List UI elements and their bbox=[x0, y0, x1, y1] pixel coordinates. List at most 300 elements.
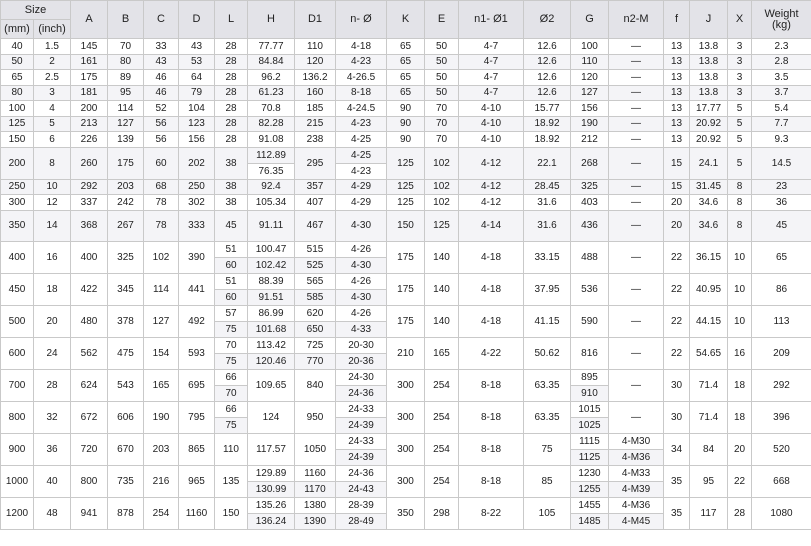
cell-bolt-n1: 4-14 bbox=[459, 210, 524, 241]
cell-dim-d1: 185 bbox=[295, 101, 336, 117]
cell-size-inch: 10 bbox=[34, 179, 71, 195]
cell-weight: 2.8 bbox=[752, 54, 811, 70]
cell-bolt-n: 20-36 bbox=[336, 353, 387, 369]
cell-bolt-n: 24-43 bbox=[336, 481, 387, 497]
cell-size-mm: 1200 bbox=[1, 497, 34, 529]
cell-dim-x: 10 bbox=[728, 305, 752, 337]
cell-dim-b: 70 bbox=[108, 39, 144, 55]
cell-size-mm: 150 bbox=[1, 132, 34, 148]
cell-dim-l: 150 bbox=[215, 497, 248, 529]
cell-size-inch: 12 bbox=[34, 195, 71, 211]
cell-dim-l: 28 bbox=[215, 116, 248, 132]
cell-dim-g: 156 bbox=[571, 101, 609, 117]
cell-bolt-n1: 8-18 bbox=[459, 369, 524, 401]
cell-bolt-n: 4-23 bbox=[336, 54, 387, 70]
cell-dim-c: 68 bbox=[144, 179, 179, 195]
cell-dim-h: 91.08 bbox=[248, 132, 295, 148]
cell-dim-j: 71.4 bbox=[690, 369, 728, 401]
col-header-j: J bbox=[690, 1, 728, 39]
cell-dim-j: 34.6 bbox=[690, 210, 728, 241]
cell-dim-l: 75 bbox=[215, 353, 248, 369]
cell-dim-c: 102 bbox=[144, 241, 179, 273]
cell-dim-d1: 1380 bbox=[295, 497, 336, 513]
cell-dim-c: 254 bbox=[144, 497, 179, 529]
cell-dim-d: 441 bbox=[179, 273, 215, 305]
cell-size-inch: 16 bbox=[34, 241, 71, 273]
cell-thread-n2m: — bbox=[609, 273, 664, 305]
cell-dim-g: 403 bbox=[571, 195, 609, 211]
cell-dim-a: 624 bbox=[71, 369, 108, 401]
cell-dim-k: 65 bbox=[387, 70, 425, 86]
cell-dim-e: 254 bbox=[425, 369, 459, 401]
cell-dim-c: 190 bbox=[144, 401, 179, 433]
cell-dim-o2: 18.92 bbox=[524, 132, 571, 148]
cell-dim-o2: 31.6 bbox=[524, 210, 571, 241]
cell-dim-k: 90 bbox=[387, 132, 425, 148]
cell-dim-k: 65 bbox=[387, 54, 425, 70]
cell-dim-f: 13 bbox=[664, 132, 690, 148]
cell-size-inch: 2.5 bbox=[34, 70, 71, 86]
cell-dim-k: 90 bbox=[387, 101, 425, 117]
cell-dim-d1: 467 bbox=[295, 210, 336, 241]
col-header-k: K bbox=[387, 1, 425, 39]
cell-dim-b: 80 bbox=[108, 54, 144, 70]
cell-bolt-n: 4-29 bbox=[336, 195, 387, 211]
cell-dim-k: 65 bbox=[387, 39, 425, 55]
weight-unit: (kg) bbox=[772, 18, 791, 31]
table-row bbox=[1, 147, 811, 163]
col-header-e: E bbox=[425, 1, 459, 39]
cell-dim-j: 13.8 bbox=[690, 39, 728, 55]
cell-dim-e: 125 bbox=[425, 210, 459, 241]
cell-dim-g: 590 bbox=[571, 305, 609, 337]
cell-dim-o2: 12.6 bbox=[524, 70, 571, 86]
cell-thread-n2m: — bbox=[609, 54, 664, 70]
cell-dim-d1: 136.2 bbox=[295, 70, 336, 86]
cell-dim-x: 10 bbox=[728, 241, 752, 273]
cell-dim-c: 43 bbox=[144, 54, 179, 70]
cell-thread-n2m: — bbox=[609, 179, 664, 195]
cell-dim-g: 110 bbox=[571, 54, 609, 70]
size-header: Size bbox=[1, 1, 71, 20]
cell-dim-g: 1455 bbox=[571, 497, 609, 513]
cell-size-mm: 450 bbox=[1, 273, 34, 305]
cell-dim-b: 114 bbox=[108, 101, 144, 117]
cell-dim-k: 350 bbox=[387, 497, 425, 529]
cell-dim-j: 13.8 bbox=[690, 85, 728, 101]
cell-dim-d: 250 bbox=[179, 179, 215, 195]
cell-dim-d1: 110 bbox=[295, 39, 336, 55]
cell-dim-d: 104 bbox=[179, 101, 215, 117]
cell-weight: 5.4 bbox=[752, 101, 811, 117]
cell-dim-o2: 105 bbox=[524, 497, 571, 529]
cell-thread-n2m: — bbox=[609, 241, 664, 273]
cell-dim-d1: 1050 bbox=[295, 433, 336, 465]
cell-dim-e: 254 bbox=[425, 465, 459, 497]
cell-dim-l: 28 bbox=[215, 39, 248, 55]
cell-dim-a: 800 bbox=[71, 465, 108, 497]
col-header-c: C bbox=[144, 1, 179, 39]
cell-dim-h: 136.24 bbox=[248, 513, 295, 529]
cell-size-mm: 40 bbox=[1, 39, 34, 55]
cell-dim-j: 71.4 bbox=[690, 401, 728, 433]
cell-dim-l: 60 bbox=[215, 289, 248, 305]
cell-dim-x: 16 bbox=[728, 337, 752, 369]
cell-dim-g: 1015 bbox=[571, 401, 609, 417]
cell-dim-d1: 160 bbox=[295, 85, 336, 101]
cell-dim-d1: 525 bbox=[295, 257, 336, 273]
cell-bolt-n: 4-30 bbox=[336, 257, 387, 273]
cell-dim-c: 56 bbox=[144, 116, 179, 132]
col-header-x: X bbox=[728, 1, 752, 39]
cell-dim-h: 77.77 bbox=[248, 39, 295, 55]
cell-size-inch: 2 bbox=[34, 54, 71, 70]
cell-size-mm: 100 bbox=[1, 101, 34, 117]
cell-bolt-n: 4-29 bbox=[336, 179, 387, 195]
cell-dim-l: 45 bbox=[215, 210, 248, 241]
table-row bbox=[1, 116, 811, 132]
cell-dim-o2: 12.6 bbox=[524, 85, 571, 101]
cell-bolt-n: 24-36 bbox=[336, 465, 387, 481]
cell-dim-f: 22 bbox=[664, 305, 690, 337]
cell-dim-l: 28 bbox=[215, 101, 248, 117]
cell-thread-n2m: — bbox=[609, 85, 664, 101]
cell-size-inch: 28 bbox=[34, 369, 71, 401]
cell-dim-k: 300 bbox=[387, 401, 425, 433]
cell-dim-g: 212 bbox=[571, 132, 609, 148]
cell-dim-c: 33 bbox=[144, 39, 179, 55]
cell-bolt-n1: 4-18 bbox=[459, 273, 524, 305]
table-row bbox=[1, 369, 811, 385]
cell-size-inch: 1.5 bbox=[34, 39, 71, 55]
cell-size-mm: 500 bbox=[1, 305, 34, 337]
cell-bolt-n: 4-26.5 bbox=[336, 70, 387, 86]
cell-dim-o2: 50.62 bbox=[524, 337, 571, 369]
cell-dim-f: 13 bbox=[664, 70, 690, 86]
cell-bolt-n: 4-26 bbox=[336, 241, 387, 257]
cell-dim-d: 79 bbox=[179, 85, 215, 101]
cell-size-inch: 36 bbox=[34, 433, 71, 465]
table-row bbox=[1, 210, 811, 241]
cell-dim-g: 1230 bbox=[571, 465, 609, 481]
cell-dim-f: 13 bbox=[664, 54, 690, 70]
cell-dim-k: 125 bbox=[387, 147, 425, 179]
cell-dim-d1: 770 bbox=[295, 353, 336, 369]
cell-dim-j: 20.92 bbox=[690, 116, 728, 132]
cell-dim-e: 102 bbox=[425, 179, 459, 195]
cell-dim-x: 18 bbox=[728, 401, 752, 433]
cell-dim-d: 492 bbox=[179, 305, 215, 337]
cell-thread-n2m: — bbox=[609, 305, 664, 337]
cell-bolt-n1: 8-18 bbox=[459, 465, 524, 497]
cell-dim-e: 102 bbox=[425, 147, 459, 179]
cell-dim-e: 298 bbox=[425, 497, 459, 529]
cell-bolt-n: 4-26 bbox=[336, 273, 387, 289]
table-row bbox=[1, 401, 811, 417]
cell-dim-k: 125 bbox=[387, 179, 425, 195]
cell-bolt-n1: 8-18 bbox=[459, 401, 524, 433]
cell-dim-l: 135 bbox=[215, 465, 248, 497]
cell-dim-h: 86.99 bbox=[248, 305, 295, 321]
cell-dim-d1: 120 bbox=[295, 54, 336, 70]
cell-bolt-n1: 4-12 bbox=[459, 179, 524, 195]
cell-weight: 9.3 bbox=[752, 132, 811, 148]
cell-dim-b: 325 bbox=[108, 241, 144, 273]
cell-dim-l: 38 bbox=[215, 179, 248, 195]
cell-bolt-n: 4-30 bbox=[336, 289, 387, 305]
cell-dim-a: 181 bbox=[71, 85, 108, 101]
cell-thread-n2m: — bbox=[609, 337, 664, 369]
cell-thread-n2m: 4-M33 bbox=[609, 465, 664, 481]
cell-dim-x: 5 bbox=[728, 147, 752, 179]
cell-dim-x: 3 bbox=[728, 85, 752, 101]
cell-dim-d1: 1390 bbox=[295, 513, 336, 529]
cell-dim-o2: 12.6 bbox=[524, 39, 571, 55]
cell-dim-e: 140 bbox=[425, 241, 459, 273]
col-header-n-bolt: n- Ø bbox=[336, 1, 387, 39]
cell-dim-a: 226 bbox=[71, 132, 108, 148]
cell-weight: 2.3 bbox=[752, 39, 811, 55]
cell-size-inch: 3 bbox=[34, 85, 71, 101]
cell-dim-e: 254 bbox=[425, 401, 459, 433]
col-header-n1-bolt: n1- Ø1 bbox=[459, 1, 524, 39]
cell-dim-b: 475 bbox=[108, 337, 144, 369]
cell-size-mm: 350 bbox=[1, 210, 34, 241]
cell-dim-x: 20 bbox=[728, 433, 752, 465]
cell-dim-o2: 33.15 bbox=[524, 241, 571, 273]
cell-dim-b: 139 bbox=[108, 132, 144, 148]
cell-dim-c: 165 bbox=[144, 369, 179, 401]
cell-size-mm: 400 bbox=[1, 241, 34, 273]
cell-dim-d: 965 bbox=[179, 465, 215, 497]
cell-size-mm: 50 bbox=[1, 54, 34, 70]
cell-dim-l: 75 bbox=[215, 417, 248, 433]
cell-dim-g: 268 bbox=[571, 147, 609, 179]
cell-dim-a: 422 bbox=[71, 273, 108, 305]
cell-dim-b: 345 bbox=[108, 273, 144, 305]
cell-dim-h: 76.35 bbox=[248, 163, 295, 179]
cell-dim-d: 865 bbox=[179, 433, 215, 465]
table-row bbox=[1, 179, 811, 195]
cell-dim-x: 5 bbox=[728, 116, 752, 132]
cell-dim-k: 150 bbox=[387, 210, 425, 241]
cell-size-inch: 18 bbox=[34, 273, 71, 305]
cell-dim-h: 70.8 bbox=[248, 101, 295, 117]
col-header-g: G bbox=[571, 1, 609, 39]
cell-bolt-n: 24-33 bbox=[336, 401, 387, 417]
cell-dim-e: 50 bbox=[425, 54, 459, 70]
cell-thread-n2m: 4-M45 bbox=[609, 513, 664, 529]
cell-dim-c: 78 bbox=[144, 210, 179, 241]
cell-thread-n2m: — bbox=[609, 210, 664, 241]
cell-bolt-n1: 4-12 bbox=[459, 195, 524, 211]
cell-dim-j: 31.45 bbox=[690, 179, 728, 195]
cell-dim-l: 75 bbox=[215, 321, 248, 337]
cell-dim-x: 8 bbox=[728, 210, 752, 241]
table-row bbox=[1, 70, 811, 86]
cell-dim-f: 22 bbox=[664, 273, 690, 305]
cell-dim-h: 91.11 bbox=[248, 210, 295, 241]
col-header-l: L bbox=[215, 1, 248, 39]
cell-thread-n2m: — bbox=[609, 39, 664, 55]
cell-thread-n2m: — bbox=[609, 116, 664, 132]
cell-weight: 3.5 bbox=[752, 70, 811, 86]
size-inch-header: (inch) bbox=[34, 20, 71, 39]
cell-dim-c: 203 bbox=[144, 433, 179, 465]
cell-dim-x: 10 bbox=[728, 273, 752, 305]
col-header-b: B bbox=[108, 1, 144, 39]
cell-dim-j: 20.92 bbox=[690, 132, 728, 148]
cell-size-inch: 24 bbox=[34, 337, 71, 369]
cell-dim-c: 127 bbox=[144, 305, 179, 337]
cell-dim-b: 89 bbox=[108, 70, 144, 86]
cell-dim-k: 65 bbox=[387, 85, 425, 101]
table-row bbox=[1, 195, 811, 211]
cell-dim-k: 300 bbox=[387, 433, 425, 465]
cell-bolt-n1: 4-18 bbox=[459, 241, 524, 273]
cell-dim-d: 333 bbox=[179, 210, 215, 241]
table-row bbox=[1, 433, 811, 449]
cell-bolt-n1: 4-7 bbox=[459, 39, 524, 55]
cell-dim-g: 536 bbox=[571, 273, 609, 305]
cell-dim-h: 92.4 bbox=[248, 179, 295, 195]
cell-dim-c: 216 bbox=[144, 465, 179, 497]
cell-dim-h: 91.51 bbox=[248, 289, 295, 305]
cell-dim-h: 130.99 bbox=[248, 481, 295, 497]
size-mm-header: (mm) bbox=[1, 20, 34, 39]
cell-size-inch: 4 bbox=[34, 101, 71, 117]
cell-dim-j: 84 bbox=[690, 433, 728, 465]
cell-dim-b: 242 bbox=[108, 195, 144, 211]
cell-dim-d: 156 bbox=[179, 132, 215, 148]
cell-bolt-n1: 4-10 bbox=[459, 132, 524, 148]
cell-bolt-n: 4-24.5 bbox=[336, 101, 387, 117]
cell-dim-d1: 725 bbox=[295, 337, 336, 353]
cell-dim-h: 61.23 bbox=[248, 85, 295, 101]
col-header-h: H bbox=[248, 1, 295, 39]
cell-dim-f: 35 bbox=[664, 465, 690, 497]
cell-dim-j: 40.95 bbox=[690, 273, 728, 305]
cell-dim-a: 720 bbox=[71, 433, 108, 465]
weight-label: Weight bbox=[764, 7, 799, 20]
cell-dim-f: 30 bbox=[664, 401, 690, 433]
cell-dim-h: 96.2 bbox=[248, 70, 295, 86]
cell-dim-o2: 22.1 bbox=[524, 147, 571, 179]
cell-dim-f: 13 bbox=[664, 101, 690, 117]
cell-dim-b: 203 bbox=[108, 179, 144, 195]
cell-size-mm: 1000 bbox=[1, 465, 34, 497]
cell-dim-g: 816 bbox=[571, 337, 609, 369]
table-row bbox=[1, 101, 811, 117]
cell-thread-n2m: — bbox=[609, 132, 664, 148]
cell-dim-d1: 515 bbox=[295, 241, 336, 257]
cell-dim-g: 325 bbox=[571, 179, 609, 195]
cell-dim-g: 1255 bbox=[571, 481, 609, 497]
cell-dim-d1: 1160 bbox=[295, 465, 336, 481]
cell-dim-e: 50 bbox=[425, 39, 459, 55]
cell-dim-c: 56 bbox=[144, 132, 179, 148]
table-row bbox=[1, 465, 811, 481]
cell-weight: 45 bbox=[752, 210, 811, 241]
cell-dim-l: 28 bbox=[215, 70, 248, 86]
cell-weight: 86 bbox=[752, 273, 811, 305]
cell-dim-g: 1025 bbox=[571, 417, 609, 433]
cell-bolt-n1: 4-18 bbox=[459, 305, 524, 337]
cell-dim-k: 125 bbox=[387, 195, 425, 211]
cell-weight: 113 bbox=[752, 305, 811, 337]
cell-dim-d1: 840 bbox=[295, 369, 336, 401]
cell-dim-l: 110 bbox=[215, 433, 248, 465]
cell-dim-d: 202 bbox=[179, 147, 215, 179]
cell-thread-n2m: — bbox=[609, 369, 664, 401]
cell-dim-k: 210 bbox=[387, 337, 425, 369]
cell-bolt-n1: 4-7 bbox=[459, 70, 524, 86]
cell-dim-d1: 1170 bbox=[295, 481, 336, 497]
cell-size-inch: 20 bbox=[34, 305, 71, 337]
cell-dim-a: 400 bbox=[71, 241, 108, 273]
cell-dim-a: 292 bbox=[71, 179, 108, 195]
cell-size-inch: 40 bbox=[34, 465, 71, 497]
cell-bolt-n1: 4-10 bbox=[459, 116, 524, 132]
cell-bolt-n1: 8-22 bbox=[459, 497, 524, 529]
cell-bolt-n: 8-18 bbox=[336, 85, 387, 101]
cell-dim-d1: 215 bbox=[295, 116, 336, 132]
cell-dim-b: 878 bbox=[108, 497, 144, 529]
table-body bbox=[1, 39, 811, 530]
cell-dim-x: 18 bbox=[728, 369, 752, 401]
cell-dim-j: 34.6 bbox=[690, 195, 728, 211]
cell-dim-g: 436 bbox=[571, 210, 609, 241]
cell-bolt-n1: 4-7 bbox=[459, 54, 524, 70]
cell-dim-e: 70 bbox=[425, 132, 459, 148]
cell-size-mm: 80 bbox=[1, 85, 34, 101]
cell-dim-d: 593 bbox=[179, 337, 215, 369]
cell-dim-l: 51 bbox=[215, 241, 248, 257]
cell-dim-h: 109.65 bbox=[248, 369, 295, 401]
table-row bbox=[1, 241, 811, 257]
cell-dim-d: 43 bbox=[179, 39, 215, 55]
cell-size-inch: 48 bbox=[34, 497, 71, 529]
cell-weight: 65 bbox=[752, 241, 811, 273]
cell-dim-h: 112.89 bbox=[248, 147, 295, 163]
cell-dim-x: 22 bbox=[728, 465, 752, 497]
cell-weight: 209 bbox=[752, 337, 811, 369]
cell-dim-e: 254 bbox=[425, 433, 459, 465]
cell-dim-a: 337 bbox=[71, 195, 108, 211]
cell-dim-f: 15 bbox=[664, 147, 690, 179]
cell-dim-b: 543 bbox=[108, 369, 144, 401]
cell-dim-k: 175 bbox=[387, 241, 425, 273]
cell-dim-e: 50 bbox=[425, 70, 459, 86]
cell-dim-x: 3 bbox=[728, 70, 752, 86]
cell-size-mm: 125 bbox=[1, 116, 34, 132]
cell-dim-j: 54.65 bbox=[690, 337, 728, 369]
cell-dim-f: 15 bbox=[664, 179, 690, 195]
table-row bbox=[1, 305, 811, 321]
col-header-n2m: n2-M bbox=[609, 1, 664, 39]
cell-dim-a: 161 bbox=[71, 54, 108, 70]
cell-bolt-n1: 8-18 bbox=[459, 433, 524, 465]
cell-size-mm: 200 bbox=[1, 147, 34, 179]
cell-bolt-n: 4-30 bbox=[336, 210, 387, 241]
cell-dim-c: 154 bbox=[144, 337, 179, 369]
cell-dim-j: 13.8 bbox=[690, 70, 728, 86]
cell-dim-c: 78 bbox=[144, 195, 179, 211]
cell-weight: 520 bbox=[752, 433, 811, 465]
cell-dim-b: 175 bbox=[108, 147, 144, 179]
cell-dim-h: 117.57 bbox=[248, 433, 295, 465]
cell-dim-k: 175 bbox=[387, 273, 425, 305]
